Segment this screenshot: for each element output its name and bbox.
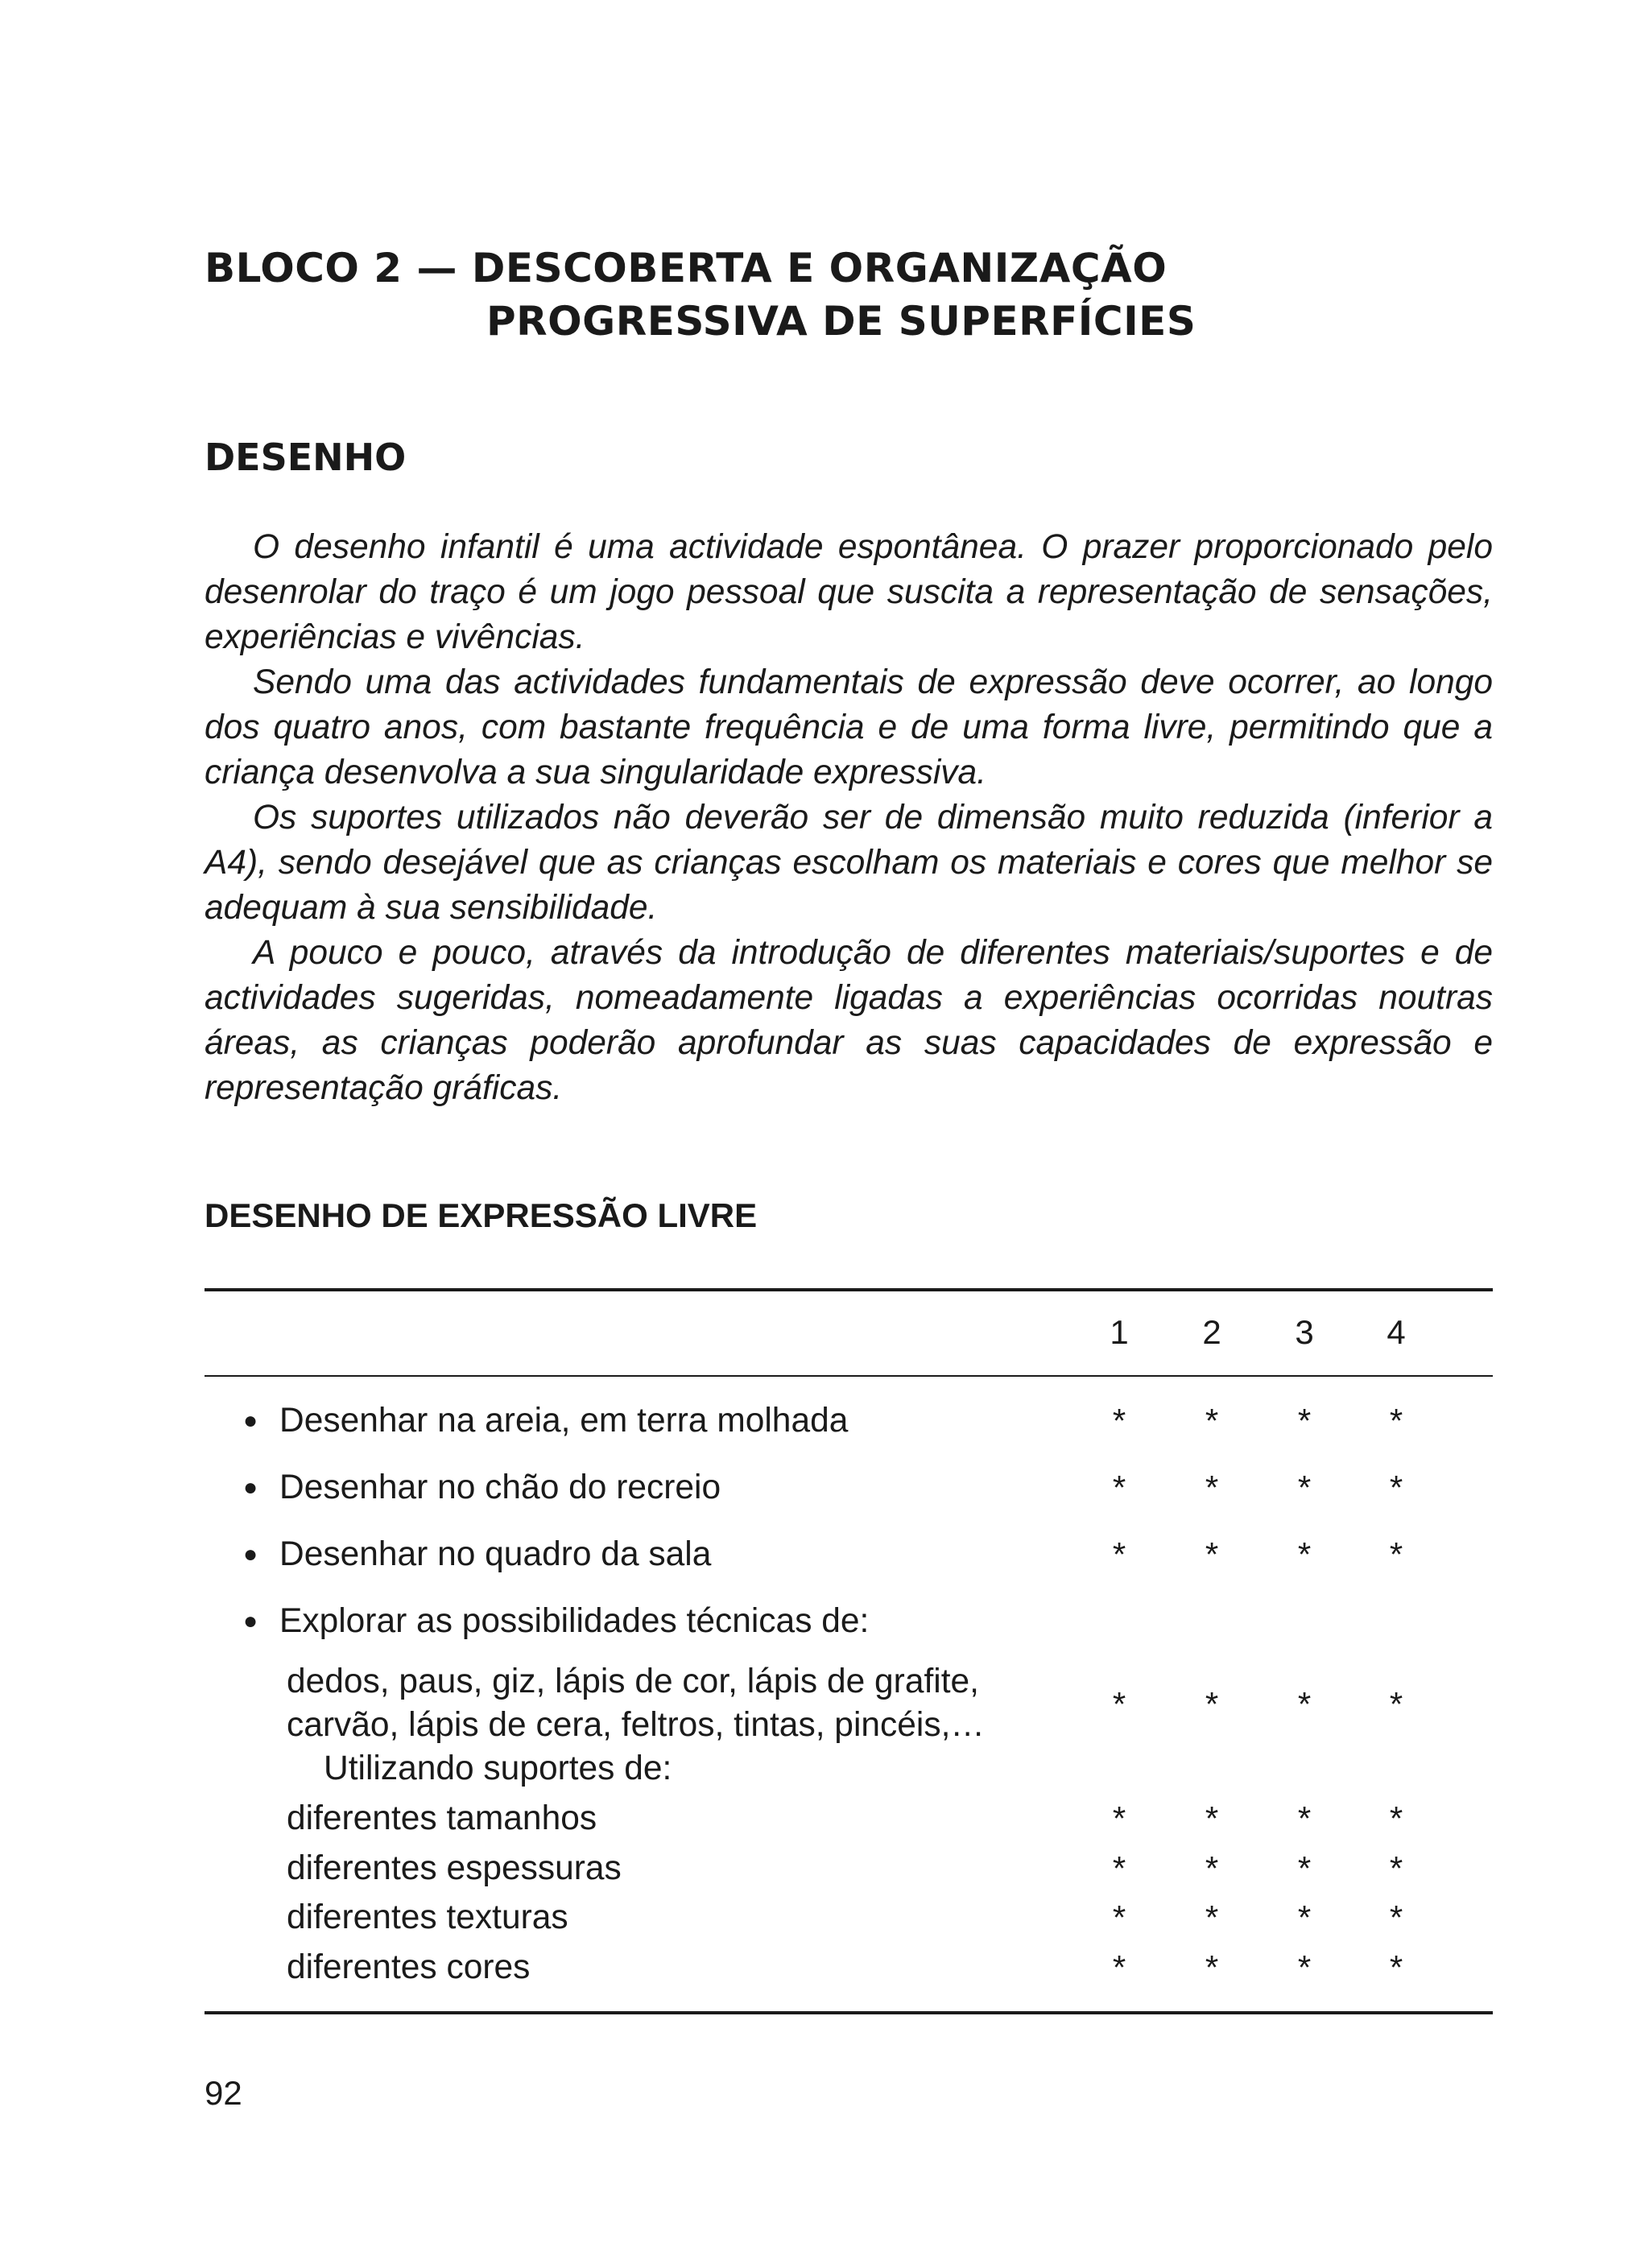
intro-paragraph-1: O desenho infantil é uma actividade espontânea. O prazer proporcionado pelo desenrolar do traço é um jogo pessoal que suscita a representação de sensações, experiências e vivências. xyxy=(205,528,1493,656)
table-top-rule xyxy=(205,1288,1493,1291)
column-header-2: 2 xyxy=(1202,1313,1221,1351)
column-header-3: 3 xyxy=(1295,1313,1314,1351)
bullet: ● xyxy=(243,1608,258,1634)
intro-paragraph-4: A pouco e pouco, através da introdução de diferentes materiais/suportes e de actividades sugeridas, nomeadamente ligadas a experiências ocorridas noutras áreas, as crianças poderão aprofundar as suas capacidades de expressão e representação gráficas. xyxy=(205,934,1493,1107)
mark-year-3: * xyxy=(1297,1898,1312,1936)
mark-year-1: * xyxy=(1112,1948,1126,1986)
row-label: diferentes tamanhos xyxy=(287,1799,597,1837)
intro-paragraph-3: Os suportes utilizados não deverão ser de dimensão muito reduzida (inferior a A4), sendo desejável que as crianças escolham os materiais e cores que melhor se adequam à sua sensibilidade. xyxy=(205,799,1493,927)
row-label: Desenhar na areia, em terra molhada xyxy=(279,1402,849,1440)
row-label: Utilizando suportes de: xyxy=(324,1750,672,1787)
mark-year-1: * xyxy=(1112,1849,1126,1887)
mark-year-3: * xyxy=(1297,1948,1312,1986)
mark-year-2: * xyxy=(1205,1948,1219,1986)
mark-year-3: * xyxy=(1297,1799,1312,1837)
mark-year-2: * xyxy=(1205,1469,1219,1506)
page-number: 92 xyxy=(205,2074,242,2112)
mark-year-4: * xyxy=(1389,1849,1403,1887)
row-label-line-2: carvão, lápis de cera, feltros, tintas, pincéis,… xyxy=(287,1706,985,1744)
row-label-line-1: dedos, paus, giz, lápis de cor, lápis de grafite, xyxy=(287,1663,979,1700)
mark-year-4: * xyxy=(1389,1469,1403,1506)
intro-paragraph-2: Sendo uma das actividades fundamentais de expressão deve ocorrer, ao longo dos quatro anos, com bastante frequência e de uma forma livre, permitindo que a criança desenvolva a sua singularidade expressiva. xyxy=(205,663,1493,791)
mark-year-3: * xyxy=(1297,1469,1312,1506)
mark-year-4: * xyxy=(1389,1799,1403,1837)
column-header-1: 1 xyxy=(1110,1313,1129,1351)
mark-year-1: * xyxy=(1112,1898,1126,1936)
mark-year-4: * xyxy=(1389,1685,1403,1723)
block-title-line-1: BLOCO 2 — DESCOBERTA E ORGANIZAÇÃO xyxy=(205,245,1168,291)
mark-year-4: * xyxy=(1389,1948,1403,1986)
mark-year-2: * xyxy=(1205,1535,1219,1573)
mark-year-3: * xyxy=(1297,1849,1312,1887)
mark-year-1: * xyxy=(1112,1402,1126,1440)
row-label: diferentes espessuras xyxy=(287,1849,622,1887)
bullet: ● xyxy=(243,1407,258,1434)
mark-year-4: * xyxy=(1389,1402,1403,1440)
row-label: diferentes texturas xyxy=(287,1898,568,1936)
row-label: Desenhar no chão do recreio xyxy=(279,1469,721,1506)
mark-year-4: * xyxy=(1389,1898,1403,1936)
mark-year-4: * xyxy=(1389,1535,1403,1573)
mark-year-1: * xyxy=(1112,1469,1126,1506)
bullet: ● xyxy=(243,1541,258,1568)
mark-year-3: * xyxy=(1297,1402,1312,1440)
subsection-title: DESENHO DE EXPRESSÃO LIVRE xyxy=(205,1196,758,1234)
table-header-rule xyxy=(205,1375,1493,1377)
mark-year-2: * xyxy=(1205,1685,1219,1723)
row-label: diferentes cores xyxy=(287,1948,531,1986)
mark-year-3: * xyxy=(1297,1685,1312,1723)
mark-year-2: * xyxy=(1205,1849,1219,1887)
bullet: ● xyxy=(243,1474,258,1501)
mark-year-2: * xyxy=(1205,1898,1219,1936)
mark-year-2: * xyxy=(1205,1402,1219,1440)
mark-year-1: * xyxy=(1112,1685,1126,1723)
block-title-line-2: PROGRESSIVA DE SUPERFÍCIES xyxy=(486,298,1196,345)
table-bottom-rule xyxy=(205,2011,1493,2014)
mark-year-1: * xyxy=(1112,1535,1126,1573)
column-header-4: 4 xyxy=(1387,1313,1406,1351)
row-label: Explorar as possibilidades técnicas de: xyxy=(279,1602,870,1640)
section-title: DESENHO xyxy=(205,436,407,479)
mark-year-1: * xyxy=(1112,1799,1126,1837)
block-title xyxy=(205,242,1196,348)
mark-year-2: * xyxy=(1205,1799,1219,1837)
mark-year-3: * xyxy=(1297,1535,1312,1573)
row-label: Desenhar no quadro da sala xyxy=(279,1535,712,1573)
intro-text xyxy=(205,525,1493,1111)
